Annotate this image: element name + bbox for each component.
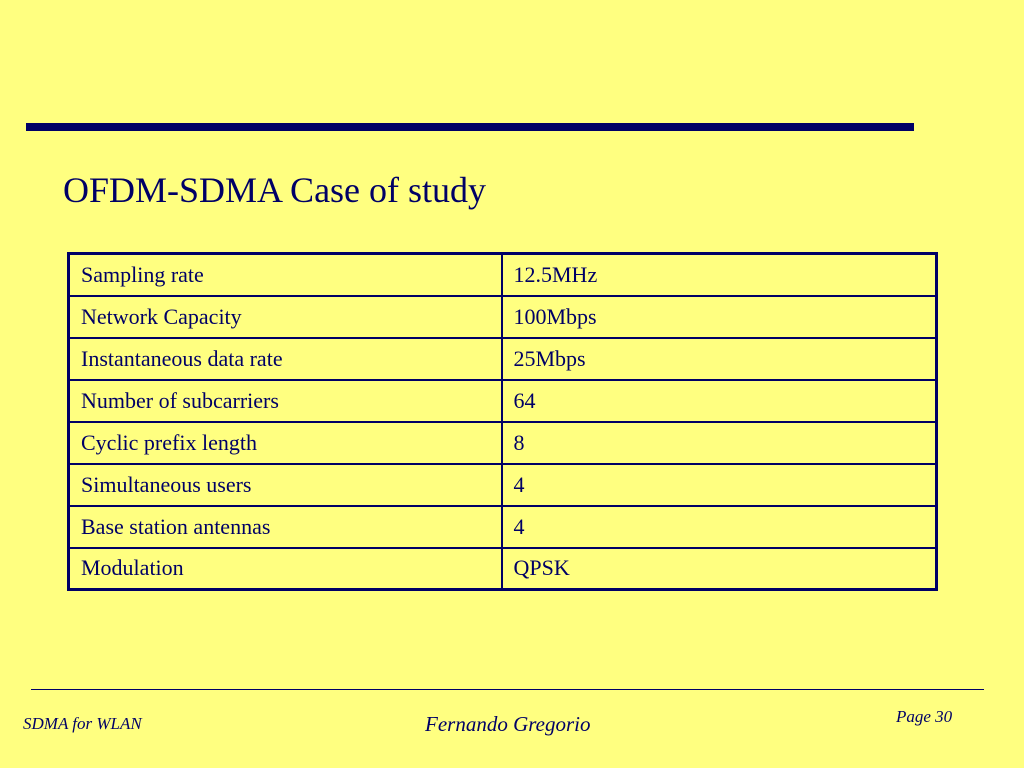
slide-title: OFDM-SDMA Case of study	[63, 170, 487, 210]
param-label: Base station antennas	[69, 506, 502, 548]
param-value: 25Mbps	[502, 338, 937, 380]
footer-divider	[31, 689, 984, 690]
table-row	[69, 338, 937, 380]
param-label: Number of subcarriers	[69, 380, 502, 422]
param-value: 4	[502, 464, 937, 506]
table-row	[69, 422, 937, 464]
param-value: QPSK	[502, 548, 937, 590]
param-label: Network Capacity	[69, 296, 502, 338]
table-row	[69, 254, 937, 296]
page-number: Page 30	[896, 707, 953, 726]
param-label: Simultaneous users	[69, 464, 502, 506]
param-value: 64	[502, 380, 937, 422]
param-label: Cyclic prefix length	[69, 422, 502, 464]
table-row	[69, 548, 937, 590]
table-row	[69, 506, 937, 548]
param-value: 100Mbps	[502, 296, 937, 338]
param-label: Sampling rate	[69, 254, 502, 296]
param-value: 8	[502, 422, 937, 464]
param-label: Modulation	[69, 548, 502, 590]
title-divider	[26, 123, 914, 131]
param-value: 12.5MHz	[502, 254, 937, 296]
table-row	[69, 464, 937, 506]
table-row	[69, 380, 937, 422]
param-label: Instantaneous data rate	[69, 338, 502, 380]
parameters-table	[67, 252, 938, 591]
footer-author: Fernando Gregorio	[425, 712, 591, 736]
param-value: 4	[502, 506, 937, 548]
table-row	[69, 296, 937, 338]
footer-presentation-title: SDMA for WLAN	[23, 714, 142, 733]
